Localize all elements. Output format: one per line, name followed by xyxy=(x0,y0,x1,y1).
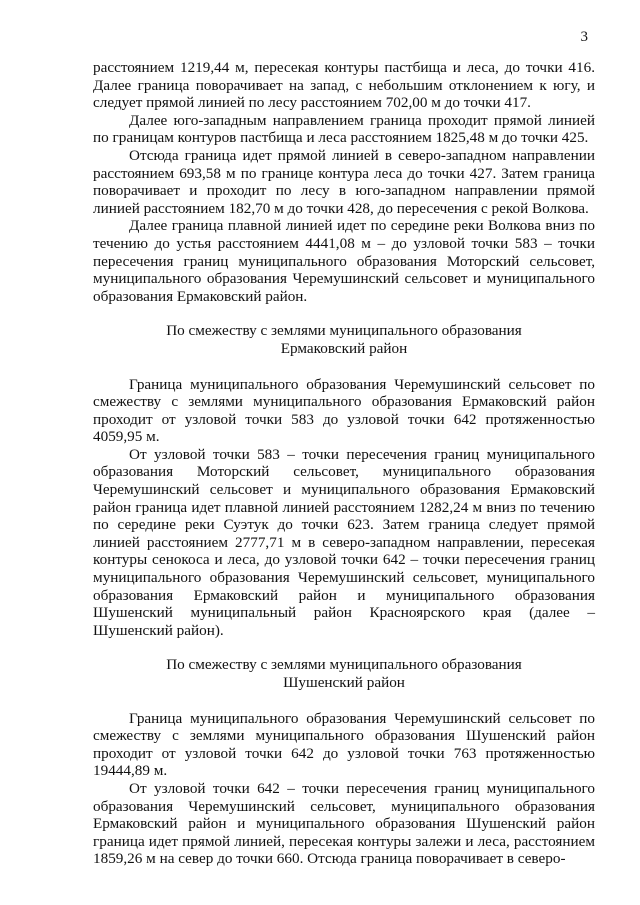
section-heading-line-1: По смежеству с землями муниципального образования xyxy=(166,322,522,340)
paragraph-8: От узловой точки 642 – точки пересечения границ муниципального образования Черемушинский сельсовет, муниципального образования Ермаковский район и муниципального образования Шушенский район граница идет прямой линией, пересекая контуры залежи и леса, расстоянием 1859,26 м на север до точки 660. Отсюда граница поворачивает в северо- xyxy=(93,779,595,868)
section-gap xyxy=(93,692,595,710)
paragraph-6: От узловой точки 583 – точки пересечения границ муниципального образования Моторский сельсовет, муниципального образования Черемушинский сельсовет и муниципального образования Ермаковский район граница идет плавной линией расстоянием 1282,24 м вниз по течению по середине реки Суэтук до точки 623. Затем граница следует прямой линией расстоянием 2777,71 м в северо-западном направлении, пересекая контуры сенокоса и леса, до узловой точки 642 – точки пересечения границ муниципального образования Черемушинский сельсовет, муниципального образования Ермаковский район и муниципального образования Шушенский муниципальный район Красноярского края (далее – Шушенский район). xyxy=(93,445,595,639)
section-heading-shushensky xyxy=(93,656,595,691)
paragraph-3: Отсюда граница идет прямой линией в северо-западном направлении расстоянием 693,58 м по границе контура леса до точки 427. Затем граница поворачивает и проходит по лесу в юго-западном направлении прямой линией расстоянием 182,70 м до точки 428, до пересечения с рекой Волкова. xyxy=(93,146,595,217)
section-heading-line-2: Шушенский район xyxy=(283,674,405,691)
section-heading-line-1: По смежеству с землями муниципального образования xyxy=(166,656,522,674)
paragraph-4: Далее граница плавной линией идет по середине реки Волкова вниз по течению до устья расстоянием 4441,08 м – до узловой точки 583 – точки пересечения границ муниципального образования Моторский сельсовет, муниципального образования Черемушинский сельсовет и муниципального образования Ермаковский район. xyxy=(93,217,595,305)
paragraph-7: Граница муниципального образования Черемушинский сельсовет по смежеству с землями муниципального образования Шушенский район проходит от узловой точки 642 до узловой точки 763 протяженностью 19444,89 м. xyxy=(93,709,595,780)
paragraph-5: Граница муниципального образования Черемушинский сельсовет по смежеству с землями муниципального образования Ермаковский район проходит от узловой точки 583 до узловой точки 642 протяженностью 4059,95 м. xyxy=(93,375,595,446)
section-heading-line-2: Ермаковский район xyxy=(280,339,408,357)
section-gap xyxy=(93,358,595,376)
document-body xyxy=(93,59,595,868)
section-heading-ermakovsky xyxy=(93,322,595,357)
page-number: 3 xyxy=(580,29,588,45)
paragraph-2: Далее юго-западным направлением граница проходит прямой линией по границам контуров пастбища и леса расстоянием 1825,48 м до точки 425. xyxy=(93,111,595,147)
section-gap xyxy=(93,305,595,322)
paragraph-1: расстоянием 1219,44 м, пересекая контуры пастбища и леса, до точки 416. Далее граница поворачивает на запад, с небольшим отклонением к югу, и следует прямой линией по лесу расстоянием 702,00 м до точки 417. xyxy=(93,59,595,112)
section-gap xyxy=(93,639,595,656)
